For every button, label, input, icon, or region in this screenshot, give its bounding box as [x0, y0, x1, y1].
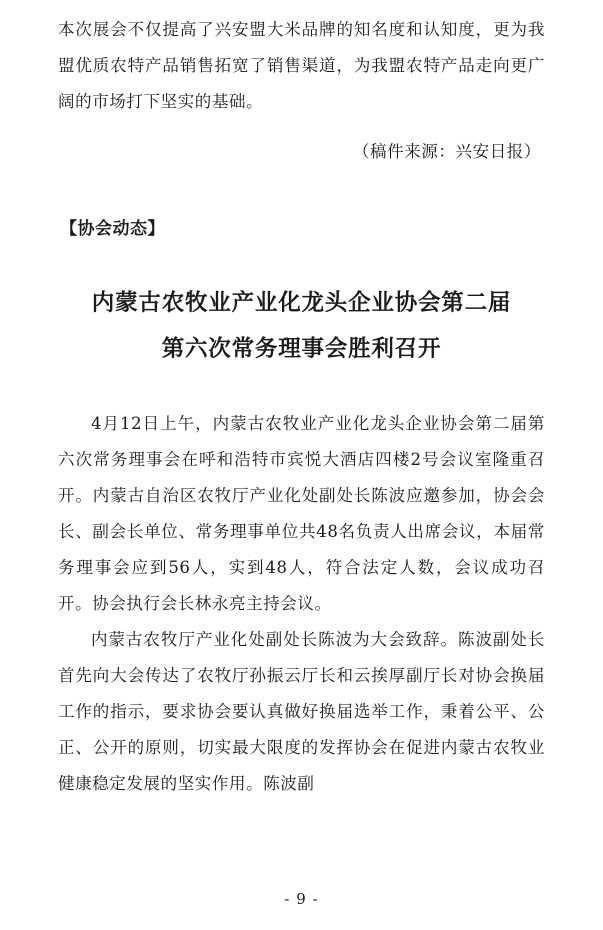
- source-attribution: （稿件来源：兴安日报）: [352, 142, 541, 161]
- body-paragraph-1: 4月12日上午，内蒙古农牧业产业化龙头企业协会第二届第六次常务理事会在呼和浩特市宾悦大酒店四楼2号会议室隆重召开。内蒙古自治区农牧厅产业化处副处长陈波应邀参加，协会会长、副会长单位、常务理事单位共48名负责人出席会议，本届常务理事会应到56人，实到48人，符合法定人数，会议成功召开。协会执行会长林永亮主持会议。: [58, 414, 545, 613]
- section-heading-tag: 【协会动态】: [60, 219, 165, 239]
- document-title-line-2: 第六次常务理事会胜利召开: [161, 336, 442, 362]
- article-body: [58, 372, 545, 802]
- opening-paragraph: 本次展会不仅提高了兴安盟大米品牌的知名度和认知度，更为我盟优质农特产品销售拓宽了销售渠道，为我盟农特产品走向更广阔的市场打下坚实的基础。: [58, 20, 545, 111]
- page-number: - 9 -: [284, 890, 319, 908]
- document-title: [58, 246, 545, 372]
- body-paragraph-2: 内蒙古农牧厅产业化处副处长陈波为大会致辞。陈波副处长首先向大会传达了农牧厅孙振云厅长和云挨厚副厅长对协会换届工作的指示，要求协会要认真做好换届选举工作，秉着公平、公正、公开的原则，切实最大限度的发挥协会在促进内蒙古农牧业健康稳定发展的坚实作用。陈波副: [58, 630, 545, 793]
- document-title-line-1: 内蒙古农牧业产业化龙头企业协会第二届: [91, 290, 512, 316]
